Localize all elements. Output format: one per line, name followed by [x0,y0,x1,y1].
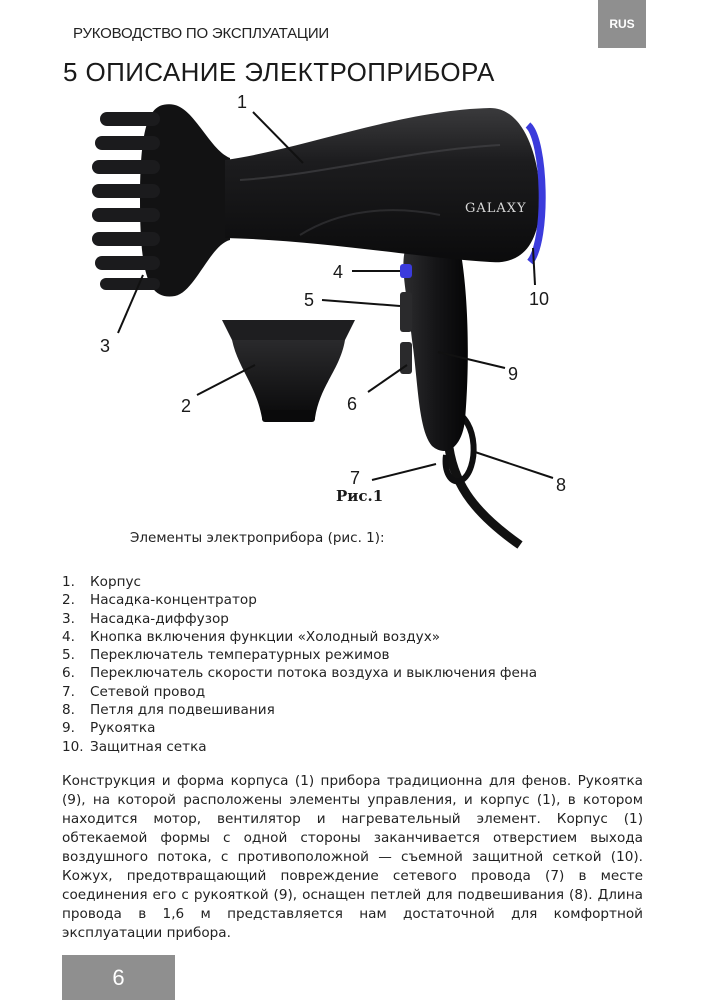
callout-5: 5 [304,290,315,310]
list-item: 7. Сетевой провод [62,683,206,700]
callout-1: 1 [237,92,248,112]
parts-list [62,573,537,756]
list-item: 10. Защитная сетка [62,738,207,755]
handle-shape [403,243,467,451]
callout-2: 2 [181,396,192,416]
cool-shot-button-shape [400,264,412,278]
callout-6: 6 [347,394,358,414]
figure-caption: Рис.1 [336,487,384,505]
list-item: 5. Переключатель температурных режимов [62,647,390,664]
list-item: 2. Насадка-концентратор [62,592,257,609]
language-tab: RUS [598,0,646,48]
callout-10: 10 [529,289,550,309]
callout-9: 9 [508,364,519,384]
parts-intro: Элементы электроприбора (рис. 1): [130,530,385,546]
manual-header: РУКОВОДСТВО ПО ЭКСПЛУАТАЦИИ [73,25,329,42]
description-paragraph: Конструкция и форма корпуса (1) прибора традиционна для фенов. Рукоятка (9), на которой расположены элементы управления, и корпус (1), в котором находится мотор, вентилятор и нагревательный элемент. Корпус (1) обтекаемой формы с одной стороны заканчивается отверстием выхода воздушного потока, с противоположной — съемной защитной сеткой (10). Кожух, предотвращающий повреждение сетевого провода (7) в месте соединения его с рукояткой (9), оснащен петлей для подвешивания (8). Длина провода в 1,6 м представляется нам достаточной для комфортной эксплуатации прибора. [62,773,643,941]
callout-4: 4 [333,262,344,282]
temperature-switch-shape [400,292,412,332]
callout-3: 3 [100,336,111,356]
list-item: 4. Кнопка включения функции «Холодный воздух» [62,628,441,645]
list-item: 6. Переключатель скорости потока воздуха и выключения фена [62,665,538,682]
list-item: 9. Рукоятка [62,720,156,737]
callout-7: 7 [350,468,361,488]
list-item: 1. Корпус [62,574,142,590]
page-number: 6 [62,955,175,1000]
diffuser-attachment [92,104,230,296]
list-item: 3. Насадка-диффузор [62,610,229,627]
hair-dryer-figure [0,85,705,550]
brand-logo: GALAXY [465,201,527,216]
section-title: 5 ОПИСАНИЕ ЭЛЕКТРОПРИБОРА [63,57,495,87]
list-item: 8. Петля для подвешивания [62,702,275,719]
callout-8: 8 [556,475,567,495]
